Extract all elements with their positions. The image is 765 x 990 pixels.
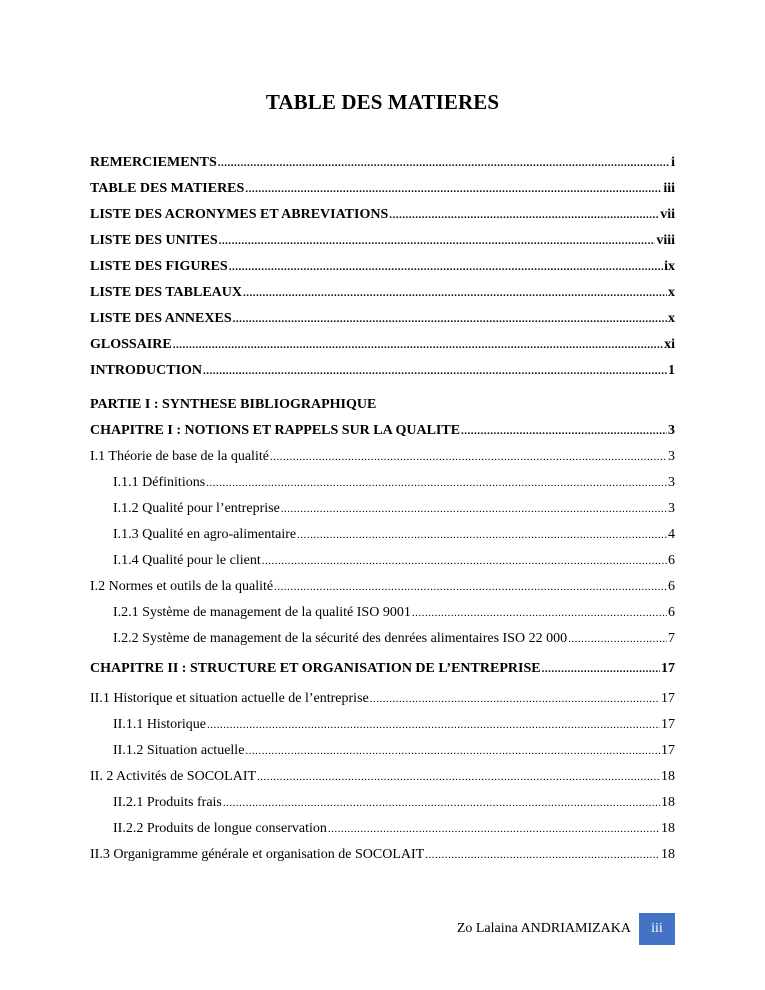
leader-dots — [328, 816, 660, 842]
leader-dots — [219, 228, 656, 254]
toc-entry-label: II.3 Organigramme générale et organisation de SOCOLAIT — [90, 847, 425, 862]
toc-entry-page: 18 — [661, 847, 675, 862]
leader-dots — [257, 764, 660, 790]
leader-dots — [223, 790, 660, 816]
toc-entry-label: I.1.1 Définitions — [113, 475, 206, 490]
toc-section-ii-2[interactable] — [90, 764, 675, 790]
leader-dots — [425, 842, 660, 868]
toc-subsection-i-1-4[interactable] — [90, 548, 675, 574]
toc-entry-label: LISTE DES ANNEXES — [90, 311, 232, 326]
part-heading: PARTIE I : SYNTHESE BIBLIOGRAPHIQUE — [90, 397, 377, 412]
leader-dots — [412, 600, 667, 626]
toc-entry-label: LISTE DES ACRONYMES ET ABREVIATIONS — [90, 207, 389, 222]
toc-entry-label: I.2 Normes et outils de la qualité — [90, 579, 274, 594]
toc-entry-label: II.2.2 Produits de longue conservation — [113, 821, 327, 836]
toc-entry-label: II.1.1 Historique — [113, 717, 206, 732]
toc-entry-page: 3 — [668, 449, 675, 464]
leader-dots — [233, 306, 667, 332]
toc-subsection-i-1-1[interactable] — [90, 470, 675, 496]
leader-dots — [207, 712, 660, 738]
toc-entry-page: 17 — [661, 661, 675, 676]
toc-entry-label: I.1.3 Qualité en agro-alimentaire — [113, 527, 297, 542]
toc-subsection-ii-1-2[interactable] — [90, 738, 675, 764]
toc-entry-label: II.1.2 Situation actuelle — [113, 743, 245, 758]
toc-entry-label: I.2.2 Système de management de la sécurité des denrées alimentaires ISO 22 000 — [113, 631, 568, 646]
toc-subsection-ii-1-1[interactable] — [90, 712, 675, 738]
page-title: TABLE DES MATIERES — [265, 90, 500, 114]
toc-entry-label: CHAPITRE I : NOTIONS ET RAPPELS SUR LA QUALITE — [90, 423, 461, 438]
toc-entry-page: 17 — [661, 717, 675, 732]
toc-entry-page: xi — [664, 337, 675, 352]
toc-entry-page: 3 — [668, 501, 675, 516]
toc-section-i-2[interactable] — [90, 574, 675, 600]
toc-entry-page: 18 — [661, 795, 675, 810]
toc-entry-label: I.1.2 Qualité pour l’entreprise — [113, 501, 280, 516]
toc-entry-figures[interactable] — [90, 254, 675, 280]
toc-entry-glossaire[interactable] — [90, 332, 675, 358]
toc-entry-label: TABLE DES MATIERES — [90, 181, 245, 196]
leader-dots — [245, 738, 660, 764]
toc-chapter-2[interactable] — [90, 656, 675, 682]
leader-dots — [568, 626, 667, 652]
toc-entry-label: LISTE DES TABLEAUX — [90, 285, 242, 300]
toc-entry-page: 3 — [668, 475, 675, 490]
toc-subsection-i-2-2[interactable] — [90, 626, 675, 652]
toc-entry-page: 18 — [661, 821, 675, 836]
toc-entry-label: I.1 Théorie de base de la qualité — [90, 449, 269, 464]
leader-dots — [218, 150, 670, 176]
toc-entry-introduction[interactable] — [90, 358, 675, 384]
toc-entry-page: 3 — [668, 423, 675, 438]
toc-entry-page: 7 — [668, 631, 675, 646]
toc-entry-label: GLOSSAIRE — [90, 337, 172, 352]
table-of-contents — [90, 150, 675, 868]
toc-entry-page: iii — [663, 181, 675, 196]
leader-dots — [281, 496, 667, 522]
leader-dots — [270, 444, 667, 470]
toc-entry-label: INTRODUCTION — [90, 363, 203, 378]
toc-entry-label: II.2.1 Produits frais — [113, 795, 222, 810]
toc-entry-tableaux[interactable] — [90, 280, 675, 306]
toc-section-ii-1[interactable] — [90, 686, 675, 712]
leader-dots — [274, 574, 667, 600]
toc-entry-label: I.2.1 Système de management de la qualité ISO 9001 — [113, 605, 411, 620]
page-footer — [457, 913, 675, 945]
toc-section-ii-3[interactable] — [90, 842, 675, 868]
leader-dots — [229, 254, 663, 280]
leader-dots — [243, 280, 667, 306]
toc-entry-annexes[interactable] — [90, 306, 675, 332]
toc-subsection-i-1-2[interactable] — [90, 496, 675, 522]
footer-page-number: iii — [639, 913, 675, 945]
toc-entry-page: i — [671, 155, 675, 170]
leader-dots — [173, 332, 663, 358]
toc-entry-page: ix — [664, 259, 675, 274]
toc-entry-label: LISTE DES FIGURES — [90, 259, 228, 274]
toc-subsection-ii-2-1[interactable] — [90, 790, 675, 816]
toc-entry-label: CHAPITRE II : STRUCTURE ET ORGANISATION DE L’ENTREPRISE — [90, 661, 541, 676]
toc-entry-page: vii — [660, 207, 675, 222]
toc-entry-page: 4 — [668, 527, 675, 542]
leader-dots — [262, 548, 667, 574]
leader-dots — [461, 418, 667, 444]
toc-entry-page: 17 — [661, 691, 675, 706]
toc-entry-unites[interactable] — [90, 228, 675, 254]
leader-dots — [245, 176, 662, 202]
footer-author: Zo Lalaina ANDRIAMIZAKA — [456, 921, 631, 936]
toc-entry-label: II. 2 Activités de SOCOLAIT — [90, 769, 257, 784]
toc-section-i-1[interactable] — [90, 444, 675, 470]
leader-dots — [389, 202, 659, 228]
toc-entry-label: REMERCIEMENTS — [90, 155, 217, 170]
toc-entry-label: II.1 Historique et situation actuelle de l’entreprise — [90, 691, 369, 706]
toc-entry-page: x — [668, 285, 675, 300]
toc-entry-label: LISTE DES UNITES — [90, 233, 218, 248]
leader-dots — [203, 358, 667, 384]
leader-dots — [370, 686, 660, 712]
toc-entry-page: 1 — [668, 363, 675, 378]
leader-dots — [297, 522, 667, 548]
toc-subsection-i-1-3[interactable] — [90, 522, 675, 548]
toc-entry-acronymes[interactable] — [90, 202, 675, 228]
toc-entry-page: x — [668, 311, 675, 326]
toc-entry-page: viii — [656, 233, 675, 248]
toc-entry-table-des-matieres[interactable] — [90, 176, 675, 202]
toc-entry-page: 6 — [668, 553, 675, 568]
toc-entry-page: 17 — [661, 743, 675, 758]
toc-entry-page: 6 — [668, 605, 675, 620]
toc-subsection-ii-2-2[interactable] — [90, 816, 675, 842]
leader-dots — [206, 470, 667, 496]
toc-entry-page: 18 — [661, 769, 675, 784]
toc-entry-page: 6 — [668, 579, 675, 594]
toc-entry-remerciements[interactable] — [90, 150, 675, 176]
toc-chapter-1[interactable] — [90, 418, 675, 444]
toc-subsection-i-2-1[interactable] — [90, 600, 675, 626]
leader-dots — [542, 656, 660, 682]
toc-entry-label: I.1.4 Qualité pour le client — [113, 553, 261, 568]
